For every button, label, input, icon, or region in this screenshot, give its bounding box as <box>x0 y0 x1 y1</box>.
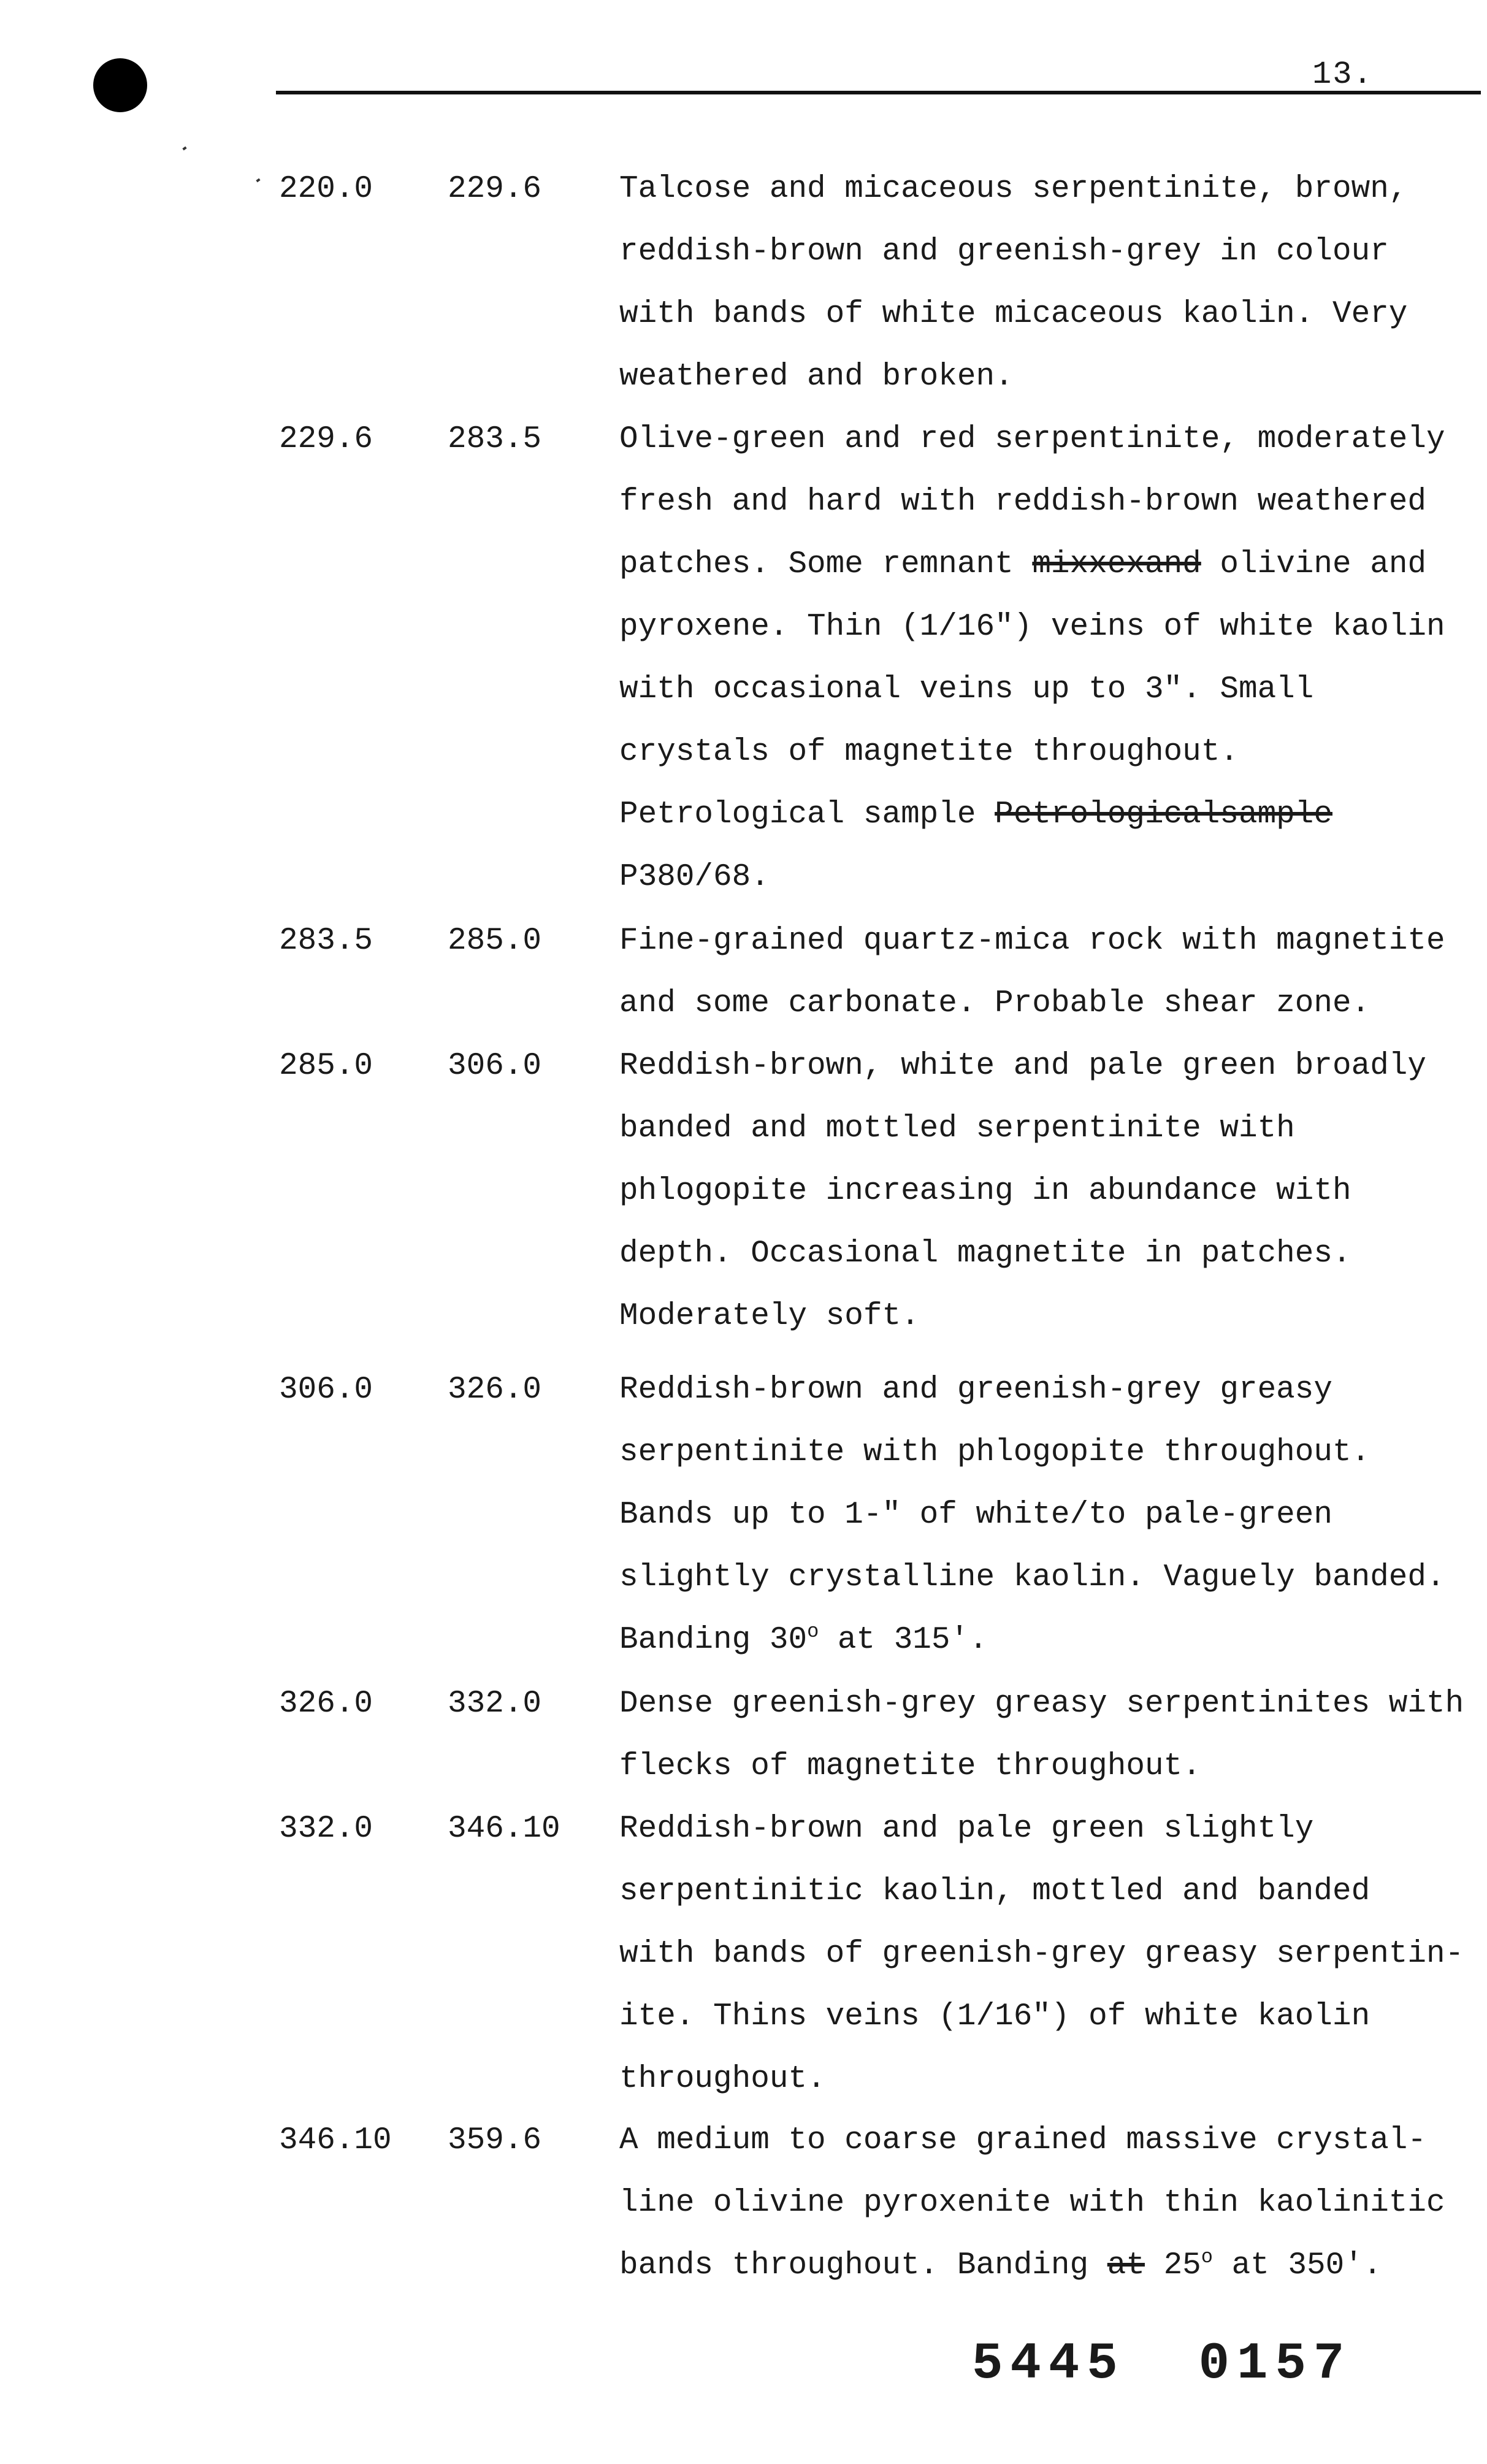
description-line: pyroxene. Thin (1/16") veins of white kaolin <box>619 610 1445 645</box>
description-line: Reddish-brown and pale green slightly <box>619 1812 1314 1846</box>
description-text: at 315'. <box>837 1623 988 1658</box>
description-line: serpentinite with phlogopite throughout. <box>619 1435 1370 1470</box>
description <box>619 1359 1478 1672</box>
description-line: flecks of magnetite throughout. <box>619 1749 1201 1784</box>
depth-to: 229.6 <box>448 172 542 207</box>
depth-from: 229.6 <box>279 422 373 457</box>
struck-text: Petrologicalsample <box>995 797 1332 832</box>
document-id <box>972 2335 1351 2393</box>
description-line: line olivine pyroxenite with thin kaolinitic <box>619 2186 1445 2221</box>
description-text: Banding 30 <box>619 1623 808 1658</box>
depth-to: 326.0 <box>448 1372 542 1407</box>
depth-from: 220.0 <box>279 172 373 207</box>
document-id-part: 5445 <box>972 2335 1125 2393</box>
description <box>619 158 1478 408</box>
depth-to: 283.5 <box>448 422 542 457</box>
description-line: crystals of magnetite throughout. <box>619 735 1239 770</box>
description-line: reddish-brown and greenish-grey in colour <box>619 234 1389 269</box>
description-line: Moderately soft. <box>619 1299 920 1334</box>
description-line <box>619 1609 1478 1672</box>
description-line <box>619 2235 1478 2297</box>
page-number: 13. <box>1312 56 1374 93</box>
description-line: with bands of white micaceous kaolin. Very <box>619 297 1408 332</box>
description-line: serpentinitic kaolin, mottled and banded <box>619 1874 1370 1909</box>
description-line: Talcose and micaceous serpentinite, brown, <box>619 172 1408 207</box>
description-text: at 350'. <box>1231 2248 1382 2283</box>
struck-text: mixxexand <box>1032 547 1201 582</box>
degree-mark: o <box>807 1620 819 1643</box>
depth-from: 326.0 <box>279 1686 373 1721</box>
description <box>619 1035 1478 1348</box>
description-line: Fine-grained quartz-mica rock with magnetite <box>619 924 1445 958</box>
description <box>619 1673 1478 1798</box>
description-text: 25 <box>1163 2248 1201 2283</box>
struck-text: at <box>1107 2248 1145 2283</box>
depth-from: 283.5 <box>279 924 373 958</box>
description-text: patches. Some remnant <box>619 547 1014 582</box>
description-line: Dense greenish-grey greasy serpentinites with <box>619 1686 1464 1721</box>
description <box>619 910 1478 1035</box>
description-line: depth. Occasional magnetite in patches. <box>619 1236 1351 1271</box>
description-line: with bands of greenish-grey greasy serpentin- <box>619 1937 1464 1972</box>
depth-from: 306.0 <box>279 1372 373 1407</box>
description <box>619 408 1478 909</box>
description-line: Bands up to 1-" of white/to pale-green <box>619 1498 1332 1532</box>
depth-from: 346.10 <box>279 2123 392 2158</box>
depth-to: 306.0 <box>448 1049 542 1084</box>
description-text: olivine and <box>1220 547 1427 582</box>
description-line <box>619 784 1478 846</box>
depth-to: 346.10 <box>448 1812 560 1846</box>
document-id-part: 0157 <box>1198 2335 1352 2393</box>
description-line: Reddish-brown, white and pale green broadly <box>619 1049 1427 1084</box>
description-line: weathered and broken. <box>619 359 1014 394</box>
description-line: A medium to coarse grained massive crystal- <box>619 2123 1427 2158</box>
description-line: fresh and hard with reddish-brown weathered <box>619 484 1427 519</box>
depth-to: 332.0 <box>448 1686 542 1721</box>
description-line: with occasional veins up to 3". Small <box>619 672 1314 707</box>
description-line <box>619 534 1478 596</box>
description <box>619 1798 1478 2111</box>
depth-from: 332.0 <box>279 1812 373 1846</box>
depth-to: 285.0 <box>448 924 542 958</box>
description-line: P380/68. <box>619 860 770 895</box>
description-line: slightly crystalline kaolin. Vaguely banded. <box>619 1560 1445 1595</box>
description-line: throughout. <box>619 2062 826 2097</box>
description-line: ite. Thins veins (1/16") of white kaolin <box>619 1999 1370 2034</box>
description <box>619 2110 1478 2297</box>
description-line: Reddish-brown and greenish-grey greasy <box>619 1372 1332 1407</box>
description-text: Petrological sample <box>619 797 976 832</box>
depth-from: 285.0 <box>279 1049 373 1084</box>
description-line: phlogopite increasing in abundance with <box>619 1174 1351 1209</box>
depth-to: 359.6 <box>448 2123 542 2158</box>
description-line: banded and mottled serpentinite with <box>619 1111 1295 1146</box>
description-text: bands throughout. Banding <box>619 2248 1089 2283</box>
description-line: and some carbonate. Probable shear zone. <box>619 986 1370 1021</box>
degree-mark: o <box>1201 2246 1213 2268</box>
description-line: Olive-green and red serpentinite, moderately <box>619 422 1445 457</box>
